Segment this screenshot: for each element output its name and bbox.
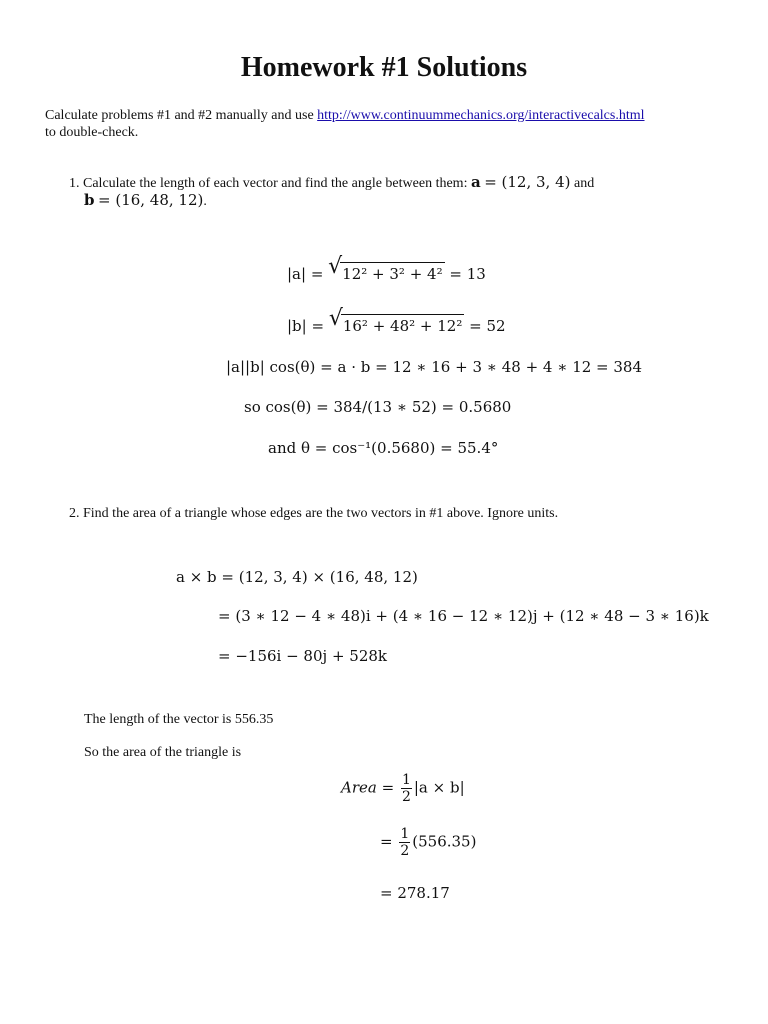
vector-a-def: = (12, 3, 4) bbox=[484, 173, 571, 191]
problem-1-number: 1. bbox=[69, 176, 80, 191]
intro-line-2: to double-check. bbox=[45, 125, 139, 140]
page-title: Homework #1 Solutions bbox=[240, 52, 528, 83]
intro-text: Calculate problems #1 and #2 manually and use bbox=[45, 108, 318, 123]
problem-1-statement: 1. Calculate the length of each vector and find the angle between them: a = (12, 3, 4) and bbox=[69, 173, 595, 191]
area-rhs-1: |a × b| bbox=[413, 778, 465, 797]
area-equation-2: = $\frac{1}{2}$ (556.35) bbox=[380, 826, 477, 859]
fraction-half bbox=[401, 772, 412, 805]
frac-num-2: 1 bbox=[400, 826, 410, 842]
problem-1-and: and bbox=[573, 176, 595, 191]
vector-length-text: The length of the vector is 556.35 bbox=[84, 712, 274, 727]
fraction-half-2 bbox=[399, 826, 410, 859]
sqrt-a: √ 12² + 3² + 4² bbox=[328, 254, 443, 283]
equation-length-b bbox=[287, 306, 506, 335]
area-intro-text: So the area of the triangle is bbox=[84, 745, 242, 760]
area-equation-1: Area = $\frac{1}{2}$ |a × b| bbox=[341, 772, 465, 805]
frac-den-2: 2 bbox=[400, 843, 410, 859]
problem-2-text: Find the area of a triangle whose edges are the two vectors in #1 above. Ignore units. bbox=[83, 506, 559, 521]
cross-product-line-3: = −156i − 80j + 528k bbox=[218, 647, 387, 665]
interactive-calcs-link[interactable]: http://www.continuummechanics.org/interactivecalcs.html bbox=[317, 108, 645, 123]
problem-2-number: 2. bbox=[69, 506, 80, 521]
vector-b-def: = (16, 48, 12) bbox=[98, 191, 204, 209]
eq-b-radicand: 16² + 48² + 12² bbox=[341, 314, 465, 335]
intro-line-1 bbox=[45, 108, 645, 124]
eq-a-radicand: 12² + 3² + 4² bbox=[340, 262, 444, 283]
equation-cos: so cos(θ) = 384/(13 ∗ 52) = 0.5680 bbox=[244, 398, 512, 416]
equation-length-a bbox=[287, 254, 486, 283]
equation-dot-product: |a||b| cos(θ) = a · b = 12 ∗ 16 + 3 ∗ 48 + 4 ∗ 12 = 384 bbox=[226, 358, 643, 376]
frac-den: 2 bbox=[401, 789, 411, 805]
eq-b-rhs: = 52 bbox=[469, 317, 506, 335]
area-rhs-2: (556.35) bbox=[412, 832, 477, 851]
problem-1-text: Calculate the length of each vector and find the angle between them: bbox=[83, 176, 468, 191]
eq-b-lhs: |b| = bbox=[287, 317, 325, 335]
eq-a-lhs: |a| = bbox=[287, 265, 324, 283]
sqrt-b: √ 16² + 48² + 12² bbox=[328, 306, 463, 335]
problem-2-statement bbox=[69, 506, 558, 522]
cross-product-line-2: = (3 ∗ 12 − 4 ∗ 48)i + (4 ∗ 16 − 12 ∗ 12)j + (12 ∗ 48 − 3 ∗ 16)k bbox=[218, 607, 709, 625]
frac-num: 1 bbox=[401, 772, 411, 788]
problem-1-statement-line2: b = (16, 48, 12). bbox=[84, 191, 207, 209]
equation-theta: and θ = cos⁻¹(0.5680) = 55.4° bbox=[268, 439, 499, 457]
cross-product-line-1: a × b = (12, 3, 4) × (16, 48, 12) bbox=[176, 568, 418, 586]
area-label: Area bbox=[341, 778, 377, 797]
eq-a-rhs: = 13 bbox=[449, 265, 486, 283]
area-final: = 278.17 bbox=[380, 884, 450, 902]
